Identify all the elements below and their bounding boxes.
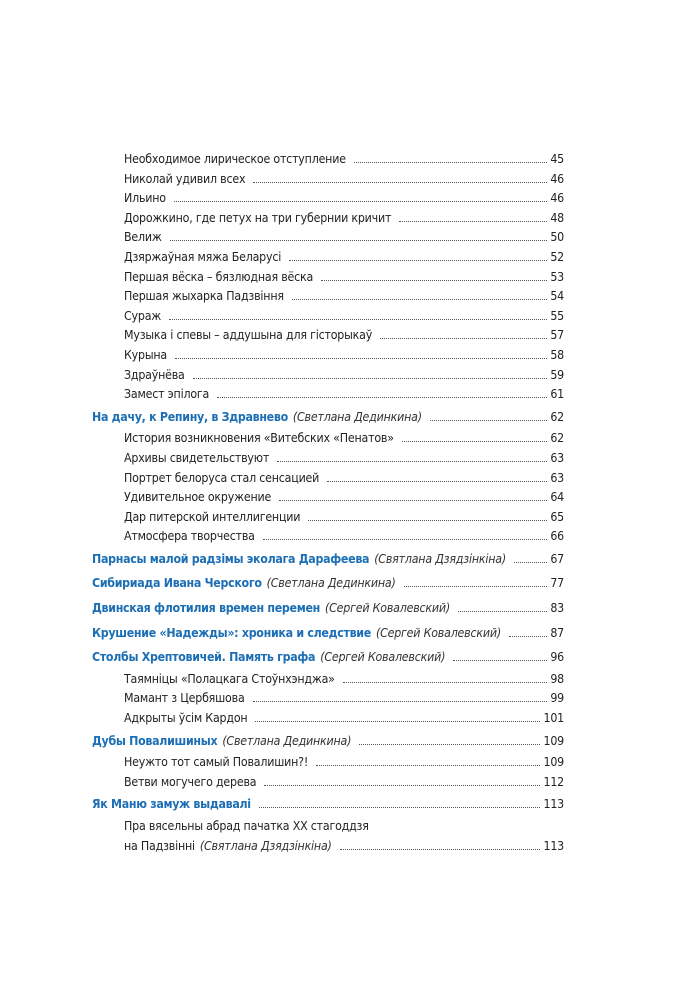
page-number: 62 xyxy=(550,409,564,424)
toc-entry[interactable] xyxy=(92,150,564,170)
toc-chapter[interactable] xyxy=(92,622,564,646)
toc-entry[interactable] xyxy=(92,326,564,346)
entry-author: (Сергей Ковалевский) xyxy=(325,601,451,616)
dot-leader xyxy=(458,611,547,612)
dot-leader xyxy=(316,765,540,766)
entry-title: Здраўнёва xyxy=(124,367,185,382)
entry-author: (Светлана Дединкина) xyxy=(292,409,422,424)
entry-title: Портрет белоруса стал сенсацией xyxy=(124,470,320,485)
dot-leader xyxy=(399,221,547,222)
page-number: 77 xyxy=(550,576,564,591)
toc-entry[interactable] xyxy=(92,385,564,405)
dot-leader xyxy=(343,682,548,683)
dot-leader xyxy=(327,481,547,482)
page-number: 65 xyxy=(550,509,564,524)
toc-entry[interactable] xyxy=(92,837,564,857)
toc-entry[interactable] xyxy=(92,228,564,248)
page-number: 61 xyxy=(550,387,564,402)
entry-title: Николай удивил всех xyxy=(124,171,246,186)
page-number: 113 xyxy=(543,838,564,853)
page-number: 99 xyxy=(550,691,564,706)
page-number: 66 xyxy=(550,529,564,544)
entry-title: Дорожкино, где петух на три губернии кричит xyxy=(124,210,392,225)
dot-leader xyxy=(453,660,547,661)
entry-title: Замест эпілога xyxy=(124,387,210,402)
entry-title: Дзяржаўная мяжа Беларусі xyxy=(124,249,282,264)
toc-entry[interactable] xyxy=(92,709,564,729)
page-number: 101 xyxy=(543,711,564,726)
entry-title: Курына xyxy=(124,347,167,362)
toc-entry[interactable] xyxy=(92,773,564,793)
page-number: 52 xyxy=(550,249,564,264)
entry-title: Велиж xyxy=(124,230,162,245)
page-number: 50 xyxy=(550,230,564,245)
page-number: 83 xyxy=(550,601,564,616)
page-number: 45 xyxy=(550,152,564,166)
toc-entry[interactable] xyxy=(92,248,564,268)
dot-leader xyxy=(509,636,547,637)
dot-leader xyxy=(175,358,547,359)
entry-author: (Сергей Ковалевский) xyxy=(320,650,446,665)
entry-title: Неужто тот самый Повалишин?! xyxy=(124,755,309,770)
page-number: 67 xyxy=(550,551,564,566)
toc-entry[interactable] xyxy=(92,268,564,288)
toc-entry[interactable] xyxy=(92,287,564,307)
dot-leader xyxy=(277,461,547,462)
page-number: 96 xyxy=(550,650,564,665)
toc-entry[interactable] xyxy=(92,170,564,190)
dot-leader xyxy=(217,397,547,398)
page-number: 113 xyxy=(543,797,564,812)
page-number: 53 xyxy=(550,269,564,284)
page-number: 109 xyxy=(543,733,564,748)
entry-title: Таямніцы «Полацкага Стоўнхэнджа» xyxy=(124,671,335,686)
page-number: 55 xyxy=(550,308,564,323)
toc-entry[interactable] xyxy=(92,527,564,547)
page-number: 98 xyxy=(550,671,564,686)
dot-leader xyxy=(169,319,547,320)
page-number: 64 xyxy=(550,490,564,505)
dot-leader xyxy=(259,807,541,808)
page-number: 109 xyxy=(543,755,564,770)
page-number: 59 xyxy=(550,367,564,382)
dot-leader xyxy=(263,539,548,540)
entry-title: Дар питерской интеллигенции xyxy=(124,509,301,524)
toc-entry[interactable] xyxy=(92,689,564,709)
chapter-title: Двинская флотилия времен перемен xyxy=(92,601,321,616)
dot-leader xyxy=(402,441,548,442)
entry-title: Першая вёска – бязлюдная вёска xyxy=(124,269,314,284)
toc-entry[interactable] xyxy=(92,508,564,528)
toc-entry[interactable] xyxy=(92,817,564,837)
dot-leader xyxy=(279,500,547,501)
dot-leader xyxy=(292,299,548,300)
dot-leader xyxy=(359,744,540,745)
toc-entry[interactable] xyxy=(92,469,564,489)
dot-leader xyxy=(380,338,547,339)
chapter-title: Столбы Хрептовичей. Память графа xyxy=(92,650,316,665)
page-number: 62 xyxy=(550,431,564,446)
table-of-contents xyxy=(92,150,564,856)
toc-entry[interactable] xyxy=(92,209,564,229)
entry-author: (Светлана Дединкина) xyxy=(266,576,396,591)
dot-leader xyxy=(354,162,548,163)
toc-chapter[interactable] xyxy=(92,730,564,754)
dot-leader xyxy=(430,420,547,421)
toc-chapter[interactable] xyxy=(92,406,564,430)
entry-title: Архивы свидетельствуют xyxy=(124,450,270,465)
dot-leader xyxy=(253,182,547,183)
page-number: 54 xyxy=(550,289,564,304)
dot-leader xyxy=(174,201,547,202)
chapter-title: Як Маню замуж выдавалі xyxy=(92,797,251,812)
dot-leader xyxy=(289,260,547,261)
toc-chapter[interactable] xyxy=(92,548,564,572)
entry-title: на Падзвінні xyxy=(124,838,195,853)
dot-leader xyxy=(193,378,548,379)
page-number: 46 xyxy=(550,171,564,186)
entry-title: Ветви могучего дерева xyxy=(124,774,257,789)
toc-chapter[interactable] xyxy=(92,646,564,670)
toc-entry[interactable] xyxy=(92,346,564,366)
chapter-title: Парнасы малой радзімы эколага Дарафеева xyxy=(92,551,370,566)
dot-leader xyxy=(308,520,547,521)
dot-leader xyxy=(340,849,541,850)
entry-title: Сураж xyxy=(124,308,162,323)
dot-leader xyxy=(404,586,548,587)
entry-title: Мамант з Цербяшова xyxy=(124,691,245,706)
entry-author: (Сергей Ковалевский) xyxy=(375,625,501,640)
page-number: 58 xyxy=(550,347,564,362)
entry-title: Музыка і спевы – аддушына для гісторыкаў xyxy=(124,328,373,343)
toc-entry[interactable] xyxy=(92,366,564,386)
toc-entry[interactable] xyxy=(92,670,564,690)
toc-entry[interactable] xyxy=(92,429,564,449)
entry-title: Пра вясельны абрад пачатка XX стагоддзя xyxy=(124,819,369,833)
dot-leader xyxy=(264,785,540,786)
toc-chapter[interactable] xyxy=(92,793,564,817)
entry-title: Удивительное окружение xyxy=(124,490,272,505)
dot-leader xyxy=(321,280,547,281)
dot-leader xyxy=(170,240,548,241)
chapter-title: Дубы Повалишиных xyxy=(92,733,218,748)
page-number: 63 xyxy=(550,450,564,465)
entry-title: Адкрыты ўсім Кардон xyxy=(124,711,248,726)
page-number: 46 xyxy=(550,191,564,206)
toc-chapter[interactable] xyxy=(92,597,564,621)
chapter-title: Крушение «Надежды»: хроника и следствие xyxy=(92,625,371,640)
page-number: 112 xyxy=(543,774,564,789)
toc-entry[interactable] xyxy=(92,449,564,469)
dot-leader xyxy=(255,721,540,722)
page-number: 63 xyxy=(550,470,564,485)
entry-title: Першая жыхарка Падзвіння xyxy=(124,289,284,304)
chapter-title: Сибириада Ивана Черского xyxy=(92,576,262,591)
toc-chapter[interactable] xyxy=(92,572,564,596)
entry-title: Атмосфера творчества xyxy=(124,529,255,544)
page-number: 48 xyxy=(550,210,564,225)
toc-entry[interactable] xyxy=(92,488,564,508)
entry-title: Ильино xyxy=(124,191,166,206)
entry-title: История возникновения «Витебских «Пенатов» xyxy=(124,431,394,446)
entry-author: (Светлана Дединкина) xyxy=(222,733,352,748)
dot-leader xyxy=(514,562,547,563)
page-number: 57 xyxy=(550,328,564,343)
toc-entry[interactable] xyxy=(92,189,564,209)
entry-author: (Святлана Дзядзінкіна) xyxy=(374,551,506,566)
entry-title: Необходимое лирическое отступление xyxy=(124,152,346,166)
page-number: 87 xyxy=(550,625,564,640)
dot-leader xyxy=(253,701,548,702)
entry-author: (Святлана Дзядзінкіна) xyxy=(199,838,332,853)
toc-entry[interactable] xyxy=(92,753,564,773)
toc-entry[interactable] xyxy=(92,307,564,327)
chapter-title: На дачу, к Репину, в Здравнево xyxy=(92,409,288,424)
